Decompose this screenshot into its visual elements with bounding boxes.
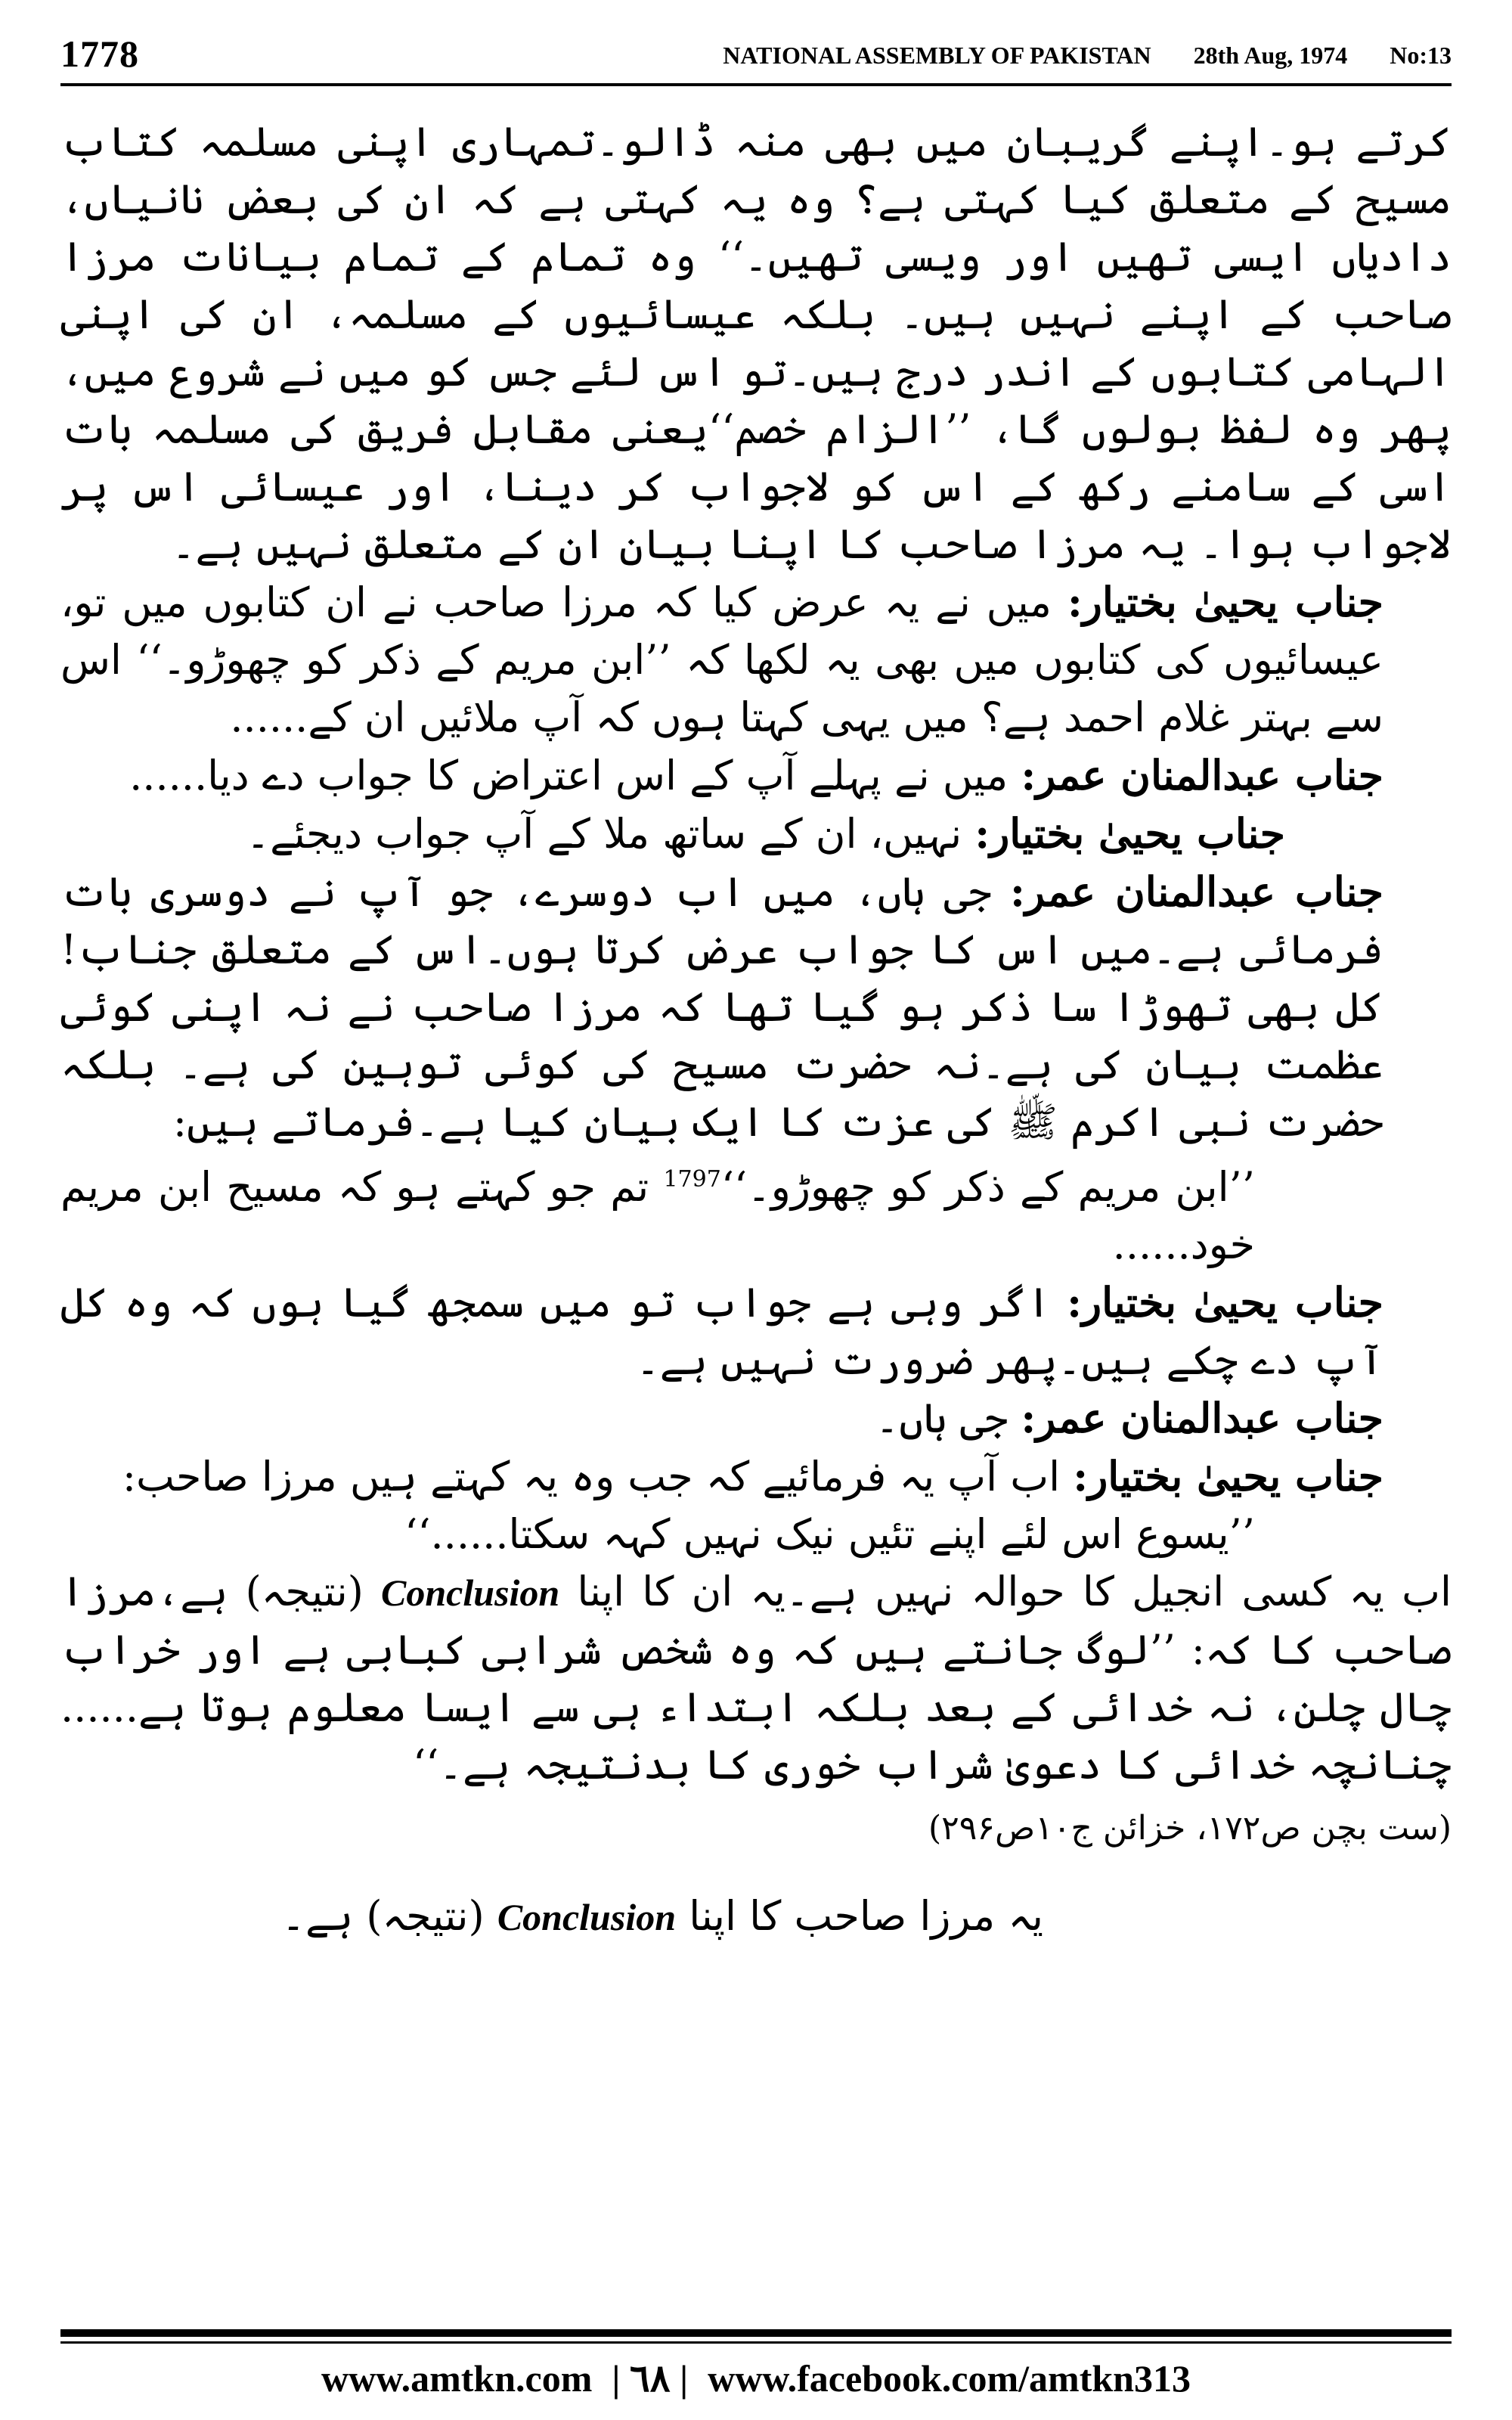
paragraph-3 [60, 746, 1452, 805]
paragraph-1: کرتے ہو۔اپنے گریبان میں بھی منہ ڈالو۔تمہاری اپنی مسلمہ کتاب مسیح کے متعلق کیا کہتی ہے؟ وہ یہ کہتی ہے کہ ان کی بعض نانیاں، دادیاں ایسی تھیں اور ویسی تھیں۔‘‘ وہ تمام کے تمام بیانات مرزا صاحب کے اپنے نہیں ہیں۔ بلکہ عیسائیوں کے مسلمہ، ان کی اپنی الہامی کتابوں کے اندر درج ہیں۔تو اس لئے جس کو میں نے شروع میں، پھر وہ لفظ بولوں گا، ’’الزام خصم‘‘یعنی مقابل فریق کی مسلمہ بات اسی کے سامنے رکھ کے اس کو لاجواب کر دینا، اور عیسائی اس پر لاجواب ہوا۔ یہ مرزا صاحب کا اپنا بیان ان کے متعلق نہیں ہے۔ [60, 118, 1452, 568]
paragraph-6 [60, 1274, 1452, 1389]
paragraph-9-end: (نتیجہ) ہے،مرزا صاحب کا کہ: ’’لوگ جانتے ہیں کہ وہ شخص شرابی کبابی ہے اور خراب چال چلن، نہ خدائی کے بعد بلکہ ابتداء ہی سے ایسا معلوم ہوتا ہے...... چنانچہ خدائی کا دعویٰ شراب خوری کا بدنتیجہ ہے۔‘‘ [60, 1568, 1452, 1789]
reference-citation: (ست بچن ص۱۷۲، خزائن ج۱۰ص۲۹۶) [928, 1809, 1452, 1848]
speaker-name: جناب عبدالمنان عمر: [1021, 1394, 1383, 1442]
speech-text: اب آپ یہ فرمائیے کہ جب وہ یہ کہتے ہیں مرزا صاحب: [122, 1453, 1061, 1500]
paragraph-9 [60, 1563, 1452, 1794]
paragraph-8 [60, 1447, 1452, 1506]
speaker-name: جناب یحییٰ بختیار: [1067, 578, 1383, 626]
speech-text: میں نے پہلے آپ کے اس اعتراض کا جواب دے دیا...... [129, 752, 1009, 799]
paragraph-9-start: اب یہ کسی انجیل کا حوالہ نہیں ہے۔یہ ان کا اپنا [577, 1568, 1452, 1615]
paragraph-7 [60, 1389, 1452, 1447]
footer-page-number: | ٦٨ | [612, 2357, 689, 2400]
paragraph-5 [60, 863, 1452, 1151]
paragraph-10-end: (نتیجہ) ہے۔ [281, 1892, 485, 1940]
speaker-name: جناب عبدالمنان عمر: [1021, 751, 1383, 799]
header-issue: No:13 [1390, 42, 1452, 69]
paragraph-2 [60, 573, 1452, 746]
speech-text: جی ہاں۔ [875, 1395, 1009, 1442]
header-rule [60, 83, 1452, 86]
quotation-1 [60, 1151, 1452, 1274]
paragraph-10-start: یہ مرزا صاحب کا اپنا [689, 1892, 1043, 1940]
header-date: 28th Aug, 1974 [1193, 42, 1348, 69]
page-body [60, 113, 1452, 1946]
paragraph-4 [60, 805, 1452, 863]
speech-text: اگر وہی ہے جواب تو میں سمجھ گیا ہوں کہ وہ کل آپ دے چکے ہیں۔پھر ضرورت نہیں ہے۔ [60, 1279, 1383, 1384]
speaker-name: جناب یحییٰ بختیار: [974, 809, 1285, 858]
page-footer [60, 2352, 1452, 2405]
page-number: 1778 [60, 33, 139, 75]
conclusion-word: Conclusion [497, 1896, 677, 1938]
header-title: NATIONAL ASSEMBLY OF PAKISTAN [723, 42, 1151, 69]
quote-text: ’’ابن مریم کے ذکر کو چھوڑو۔‘‘ [720, 1163, 1255, 1211]
conclusion-word: Conclusion [381, 1571, 560, 1614]
speaker-name: جناب عبدالمنان عمر: [1009, 867, 1383, 916]
header-meta [723, 42, 1452, 76]
quote-tail: تم جو کہتے ہو کہ مسیح ابن مریم خود...... [60, 1163, 1255, 1268]
footer-rule-thin [60, 2341, 1452, 2344]
paragraph-10 [60, 1888, 1452, 1946]
footnote-number: 1797 [663, 1166, 721, 1193]
page-header [60, 23, 1452, 76]
quotation-2: ’’یسوع اس لئے اپنے تئیں نیک نہیں کہہ سکتا......‘‘ [404, 1510, 1255, 1558]
speaker-name: جناب یحییٰ بختیار: [1067, 1278, 1383, 1326]
speech-text: میں نے یہ عرض کیا کہ مرزا صاحب نے ان کتابوں میں تو، عیسائیوں کی کتابوں میں بھی یہ لکھا کہ ’’ابن مریم کے ذکر کو چھوڑو۔‘‘ اس سے بہتر غلام احمد ہے؟ میں یہی کہتا ہوں کہ آپ ملائیں ان کے...... [60, 579, 1383, 741]
footer-facebook-link[interactable]: www.facebook.com/amtkn313 [708, 2357, 1191, 2400]
footer-rule-thick [60, 2329, 1452, 2337]
speaker-name: جناب یحییٰ بختیار: [1073, 1452, 1383, 1500]
speech-text: نہیں، ان کے ساتھ ملا کے آپ جواب دیجئے۔ [246, 810, 962, 858]
footer-website-link[interactable]: www.amtkn.com [321, 2357, 593, 2400]
speech-text: جی ہاں، میں اب دوسرے، جو آپ نے دوسری بات فرمائی ہے۔میں اس کا جواب عرض کرتا ہوں۔اس کے متعلق جناب! کل بھی تھوڑا سا ذکر ہو گیا تھا کہ مرزا صاحب نے نہ اپنی کوئی عظمت بیان کی ہے۔نہ حضرت مسیح کی کوئی توہین کی ہے۔ بلکہ حضرت نبی اکرم ﷺ کی عزت کا ایک بیان کیا ہے۔فرماتے ہیں: [60, 868, 1383, 1146]
